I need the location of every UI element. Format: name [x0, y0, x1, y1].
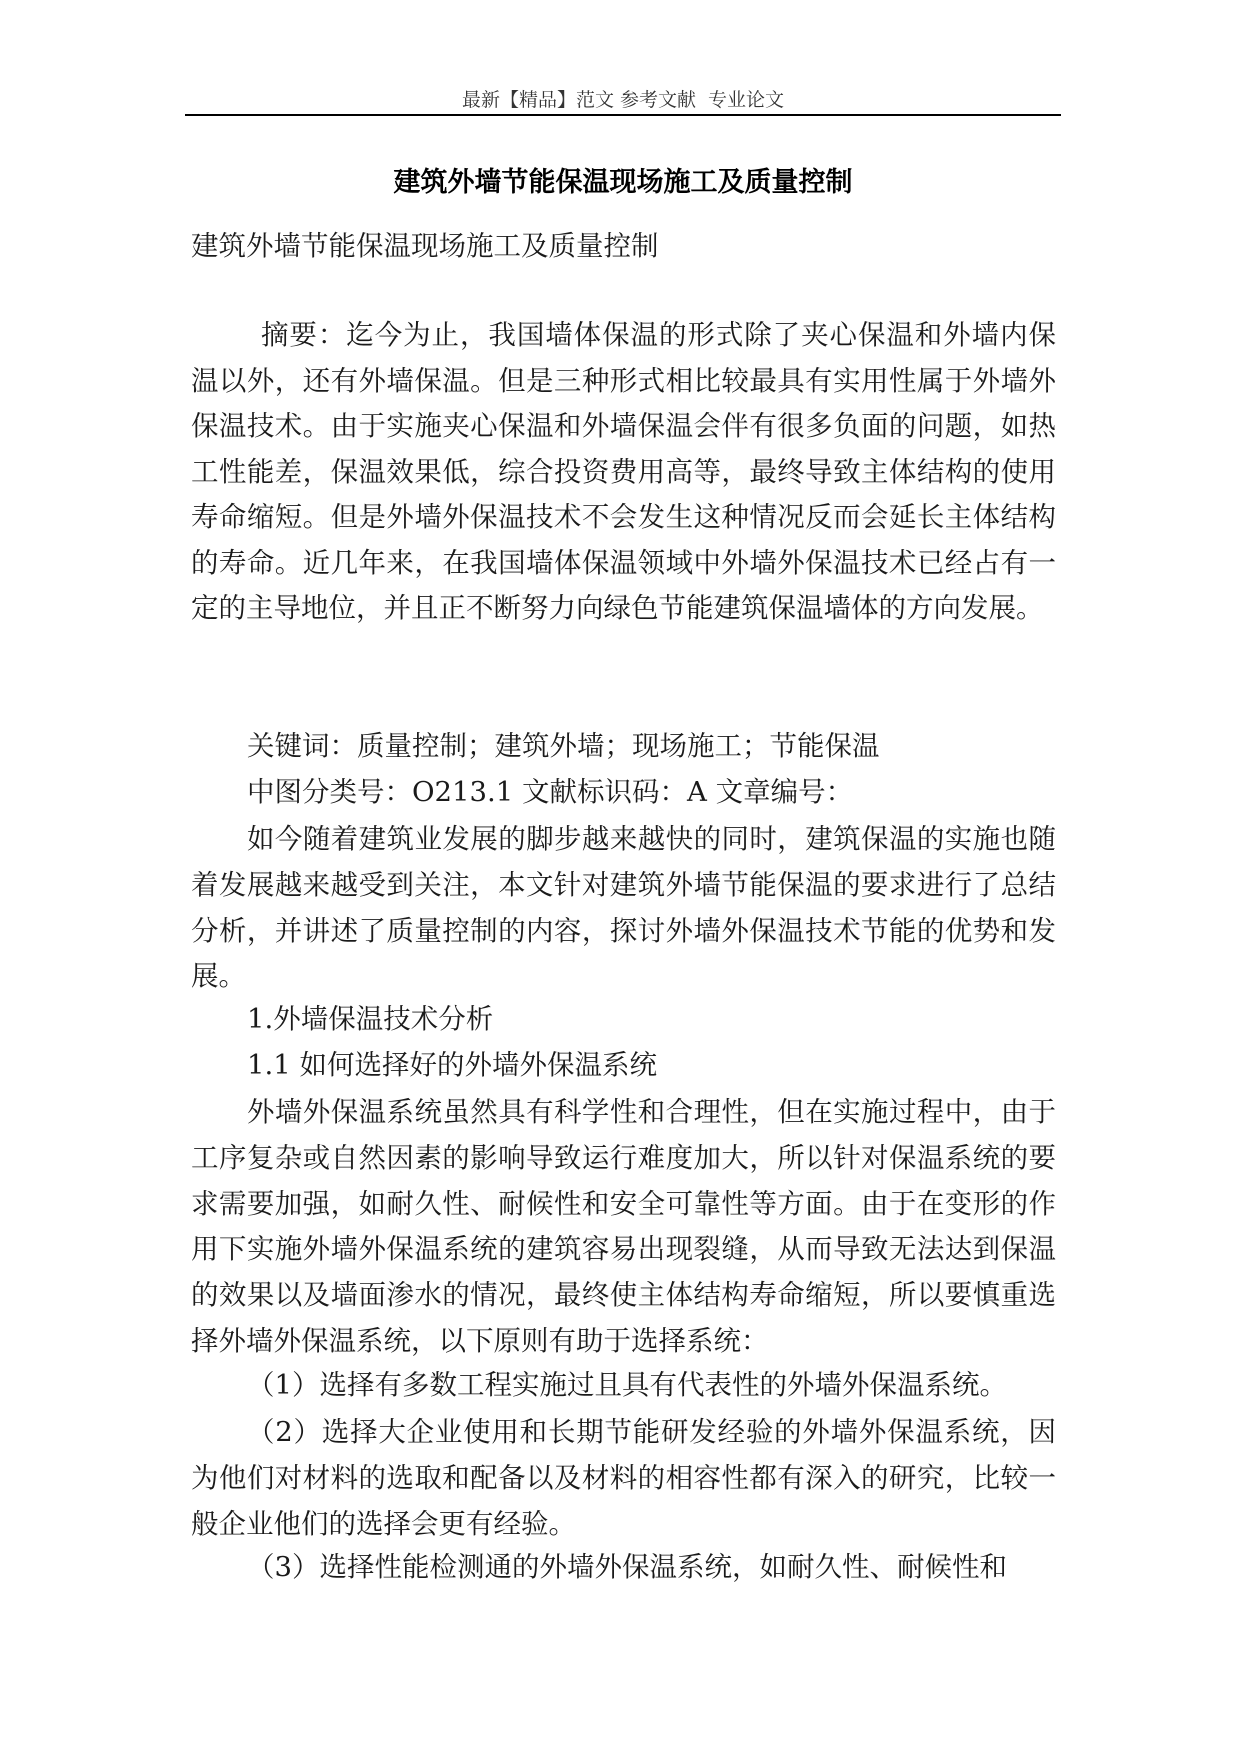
keywords-line: 关键词：质量控制；建筑外墙；现场施工；节能保温: [247, 730, 880, 762]
list-item-3: （3）选择性能检测通的外墙外保温系统，如耐久性、耐候性和: [247, 1551, 1007, 1583]
header-divider: [185, 114, 1061, 116]
classification-line: 中图分类号：O213.1 文献标识码：A 文章编号：: [247, 776, 854, 808]
document-subtitle: 建筑外墙节能保温现场施工及质量控制: [191, 230, 659, 262]
section-heading-1-1: 1.1 如何选择好的外墙外保温系统: [247, 1049, 657, 1081]
abstract-paragraph: 摘要：迄今为止，我国墙体保温的形式除了夹心保温和外墙内保温以外，还有外墙保温。但是三种形式相比较最具有实用性属于外墙外保温技术。由于实施夹心保温和外墙保温会伴有很多负面的问题，如热工性能差，保温效果低，综合投资费用高等，最终导致主体结构的使用寿命缩短。但是外墙外保温技术不会发生这种情况反而会延长主体结构的寿命。近几年来，在我国墙体保温领域中外墙外保温技术已经占有一定的主导地位，并且正不断努力向绿色节能建筑保温墙体的方向发展。: [191, 319, 1056, 624]
page-header: 最新【精品】范文 参考文献 专业论文: [461, 89, 785, 111]
list-item-1: （1）选择有多数工程实施过且具有代表性的外墙外保温系统。: [247, 1369, 1007, 1401]
list-item-2: （2）选择大企业使用和长期节能研发经验的外墙外保温系统，因为他们对材料的选取和配备以及材料的相容性都有深入的研究，比较一般企业他们的选择会更有经验。: [191, 1416, 1056, 1540]
document-title: 建筑外墙节能保温现场施工及质量控制: [393, 167, 853, 198]
intro-paragraph: 如今随着建筑业发展的脚步越来越快的同时，建筑保温的实施也随着发展越来越受到关注，本文针对建筑外墙节能保温的要求进行了总结分析，并讲述了质量控制的内容，探讨外墙外保温技术节能的优势和发展。: [191, 823, 1056, 993]
body-paragraph: 外墙外保温系统虽然具有科学性和合理性，但在实施过程中，由于工序复杂或自然因素的影响导致运行难度加大，所以针对保温系统的要求需要加强，如耐久性、耐候性和安全可靠性等方面。由于在变形的作用下实施外墙外保温系统的建筑容易出现裂缝，从而导致无法达到保温的效果以及墙面渗水的情况，最终使主体结构寿命缩短，所以要慎重选择外墙外保温系统，以下原则有助于选择系统：: [191, 1096, 1056, 1357]
section-heading-1: 1.外墙保温技术分析: [247, 1003, 494, 1035]
